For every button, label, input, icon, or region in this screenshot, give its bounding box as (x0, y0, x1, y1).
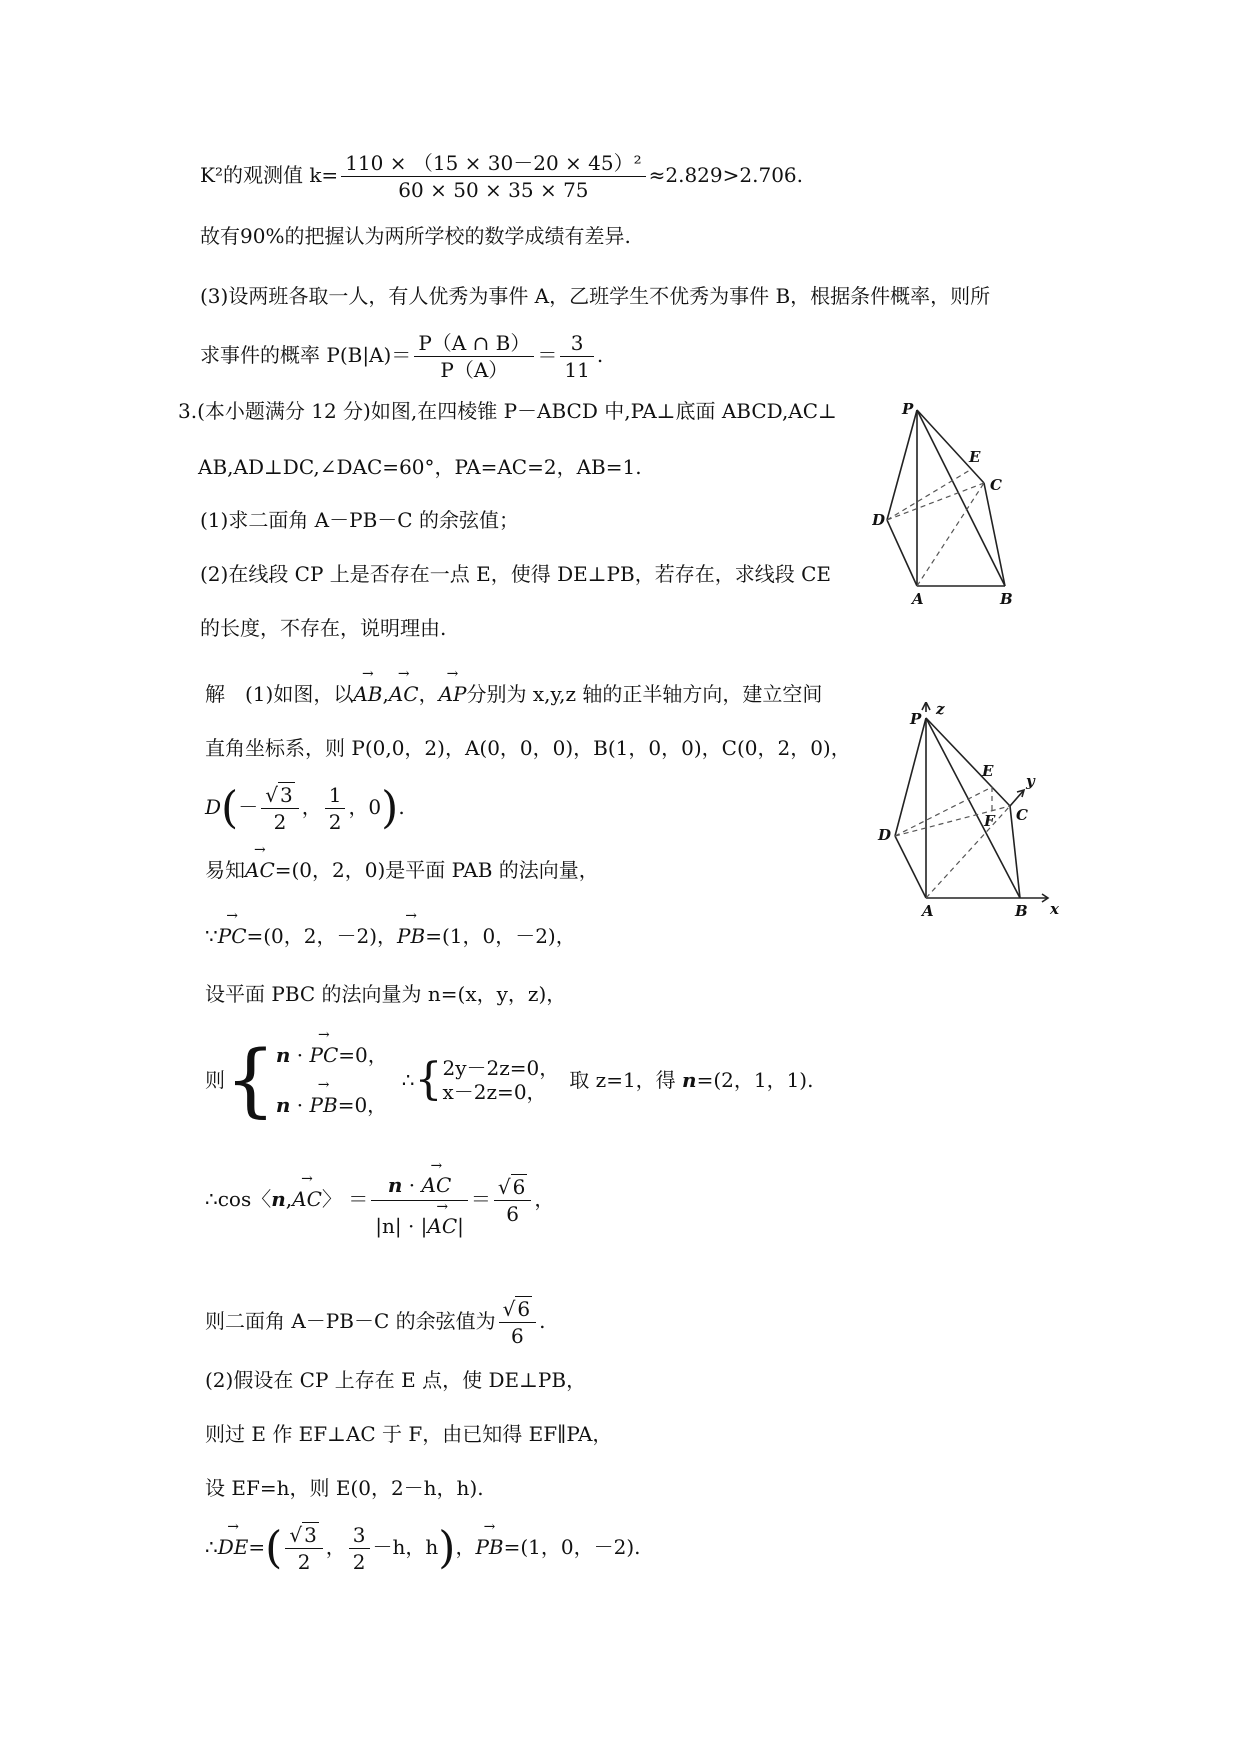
label-C: C (1016, 806, 1028, 824)
question3-line2: AB,AD⊥DC,∠DAC=60°，PA=AC=2，AB=1. (198, 455, 642, 479)
k-denominator: 60 × 50 × 35 × 75 (398, 178, 589, 202)
label-D: D (872, 511, 886, 529)
label-y: y (1026, 772, 1035, 790)
k-fraction (341, 150, 645, 203)
take-z: 取 z=1，得 n=(2，1，1). (569, 1068, 814, 1092)
question3-part1: (1)求二面角 A－PB－C 的余弦值； (200, 508, 519, 532)
minus-sign: － (238, 795, 259, 819)
part2-line3: 设 EF=h，则 E(0，2－h，h). (205, 1476, 484, 1500)
vector-PB: → PB (397, 922, 425, 950)
sqrt-3: √ 3 (265, 783, 293, 807)
k-numerator: 110 × （15 × 30－20 × 45）² (341, 150, 645, 177)
part3-result-den: 11 (564, 358, 590, 382)
system-vector-equations: n · → PC=0， n · → PB=0， (276, 1041, 388, 1119)
solution-vectors-PC-PB (205, 922, 576, 950)
part3-end: . (596, 343, 604, 367)
part3-prob-prefix: 求事件的概率 P(B|A)＝ (200, 343, 412, 367)
then-text: 则 (205, 1068, 225, 1092)
fraction-sqrt3-over-2: $\frac{√ 3}{2}$ (285, 1522, 322, 1575)
easily-know: 易知 (205, 858, 245, 882)
label-B: B (1015, 902, 1028, 920)
fraction-3-over-2: $\frac{3}{2}$ (349, 1522, 370, 1575)
label-B: B (1000, 590, 1013, 608)
pyramid-figure-1 (872, 398, 1032, 608)
part3-result-num: 3 (560, 330, 593, 357)
solution-normal-PAB (205, 856, 599, 884)
k-prefix: K²的观测值 k= (200, 163, 339, 187)
question3-part2b: 的长度，不存在，说明理由. (200, 616, 447, 640)
label-D: D (878, 826, 892, 844)
normal-vector-text: =(0，2，0)是平面 PAB 的法向量， (274, 858, 599, 882)
because-symbol: ∵ (205, 924, 218, 948)
part3-denominator: P（A） (440, 358, 509, 382)
part3-fraction (414, 330, 534, 383)
question3-line1: 3.(本小题满分 12 分)如图,在四棱锥 P－ABCD 中,PA⊥底面 ABCD,AC⊥ (178, 399, 837, 423)
solution-system (205, 1033, 814, 1140)
solution-result: 则二面角 A－PB－C 的余弦值为 $\frac{√ 6}{6}$ . (205, 1297, 546, 1348)
part3-result-fraction (560, 330, 593, 383)
solution-point-D (205, 782, 405, 835)
part2-line2: 则过 E 作 EF⊥AC 于 F，由已知得 EF∥PA， (205, 1422, 613, 1446)
question3-part2a: (2)在线段 CP 上是否存在一点 E，使得 DE⊥PB，若存在，求线段 CE (200, 562, 831, 586)
vector-PB: → PB (475, 1533, 503, 1561)
left-brace: { (225, 1033, 276, 1126)
label-C: C (990, 476, 1002, 494)
fraction-sqrt6-over-6: $\frac{√ 6}{6}$ (494, 1174, 531, 1227)
comma: ， (301, 795, 322, 819)
solution-normal-PBC: 设平面 PBC 的法向量为 n=(x，y，z)， (205, 982, 567, 1006)
vector-AC: → AC (292, 1185, 322, 1213)
part3-line2 (200, 330, 603, 383)
vector-PC: → PC (310, 1041, 339, 1069)
vector-DE: → DE (218, 1533, 249, 1561)
vector-AB: → AB (353, 680, 382, 708)
right-paren: ) (381, 782, 399, 834)
solution-line1 (205, 680, 822, 708)
label-E: E (982, 762, 994, 780)
label-F: F (984, 812, 995, 830)
k-result: ≈2.829>2.706. (648, 163, 803, 187)
period: . (398, 795, 405, 819)
zero-coordinate: ，0 (348, 795, 382, 819)
left-brace-small: { (414, 1054, 443, 1105)
pyramid-figure-2 (870, 702, 1070, 922)
label-x: x (1050, 900, 1059, 918)
label-A: A (922, 902, 934, 920)
vector-PB: → PB (310, 1091, 338, 1119)
part2-vector-DE: ∴→ DE=( $\frac{√ 3}{2}$ ， $\frac{3}{2}$ －h，h)，→ PB=(1，0，－2). (205, 1522, 641, 1575)
vector-PB-value: =(1，0，－2)， (425, 924, 576, 948)
label-P: P (910, 710, 922, 728)
conclusion-line: 故有90%的把握认为两所学校的数学成绩有差异. (200, 224, 631, 248)
label-A: A (912, 590, 924, 608)
part3-numerator: P（A ∩ B） (414, 330, 534, 357)
vector-PC-value: =(0，2，－2)， (246, 924, 398, 948)
vector-AP: → AP (439, 680, 467, 708)
label-z: z (936, 702, 945, 718)
part3-line1: (3)设两班各取一人，有人优秀为事件 A，乙班学生不优秀为事件 B，根据条件概率，则所 (200, 284, 991, 308)
therefore-symbol: ∴ (401, 1068, 415, 1092)
part3-equal: ＝ (537, 343, 558, 367)
vector-AC: → AC (245, 856, 275, 884)
cosine-fraction: $\frac{n \cdot \to AC}{|n| \cdot |\to AC|}$ (371, 1162, 468, 1239)
solution-cosine: ∴cos〈n,→ AC〉 ＝ $\frac{n \cdot \to AC}{|n| \cdot |\to AC|}$ ＝ $\frac{√ 6}{6}$ ， (205, 1162, 554, 1239)
left-paren: ( (221, 782, 239, 834)
solution-intro: 解 (1)如图，以 (205, 682, 354, 706)
solution-axes-text: 分别为 x,y,z 轴的正半轴方向，建立空间 (466, 682, 823, 706)
solution-line2: 直角坐标系，则 P(0,0，2)，A(0，0，0)，B(1，0，0)，C(0，2，0)， (205, 736, 851, 760)
fraction-1-over-2: $\frac{1}{2}$ (325, 782, 346, 835)
point-D-label: D (205, 795, 222, 819)
vector-PC: → PC (218, 922, 247, 950)
comma: , (382, 682, 389, 706)
label-P: P (902, 400, 914, 418)
system-scalar-equations: 2y－2z=0， x－2z=0， (442, 1056, 560, 1104)
label-E: E (969, 448, 981, 466)
part2-line1: (2)假设在 CP 上存在 E 点，使 DE⊥PB， (205, 1368, 587, 1392)
fraction-sqrt3-over-2: $\frac{√ 3}{2}$ (261, 782, 298, 835)
k-observation-line (200, 150, 803, 203)
vector-AC: → AC (389, 680, 419, 708)
comma: ， (418, 682, 439, 706)
fraction-sqrt6-over-6: $\frac{√ 6}{6}$ (499, 1296, 536, 1349)
